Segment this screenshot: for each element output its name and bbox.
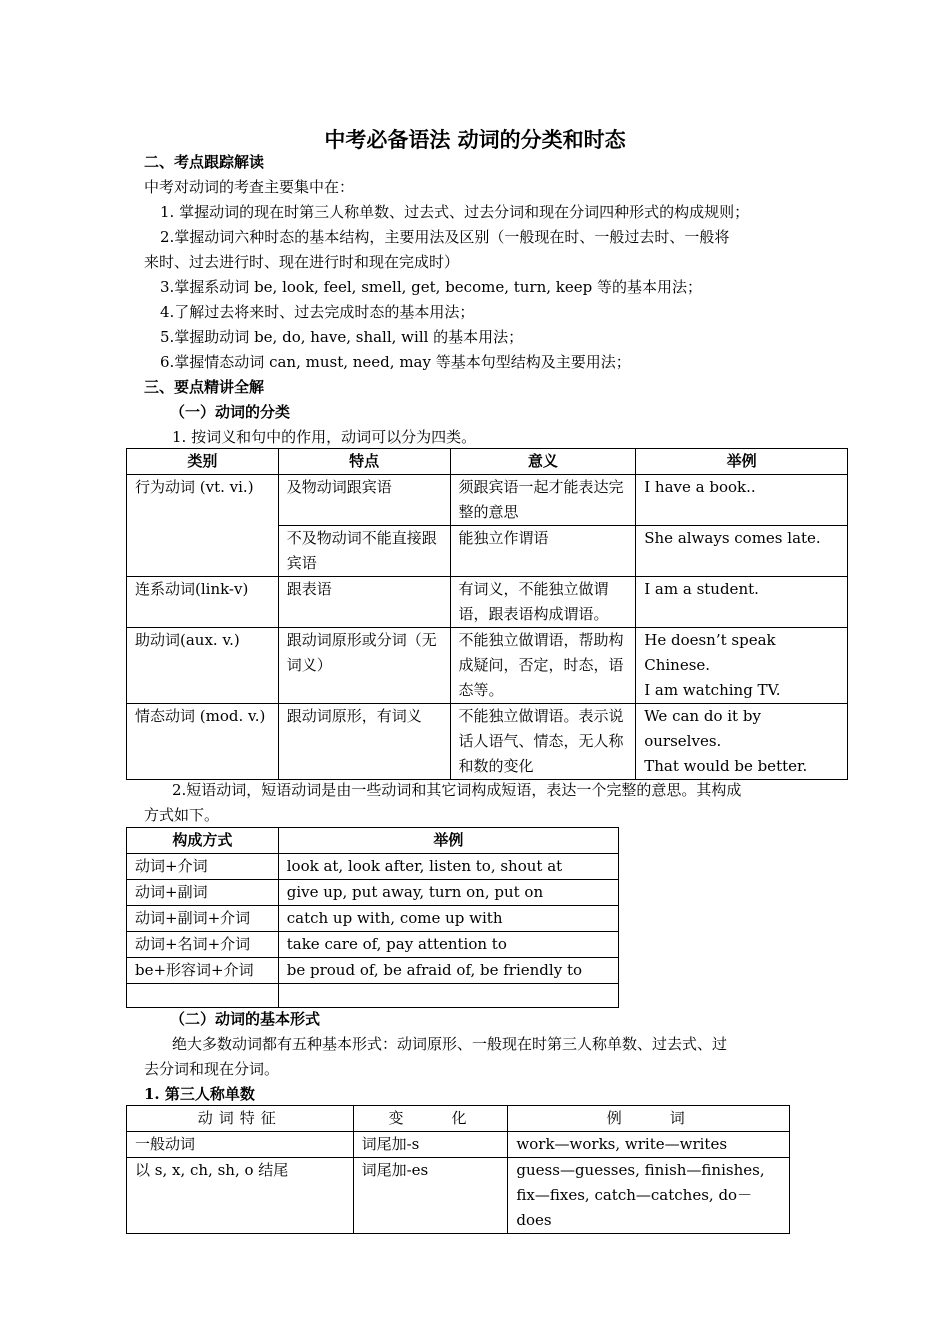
header-verb-feature: 动词特征 <box>127 1106 354 1132</box>
cell-example <box>636 628 848 704</box>
cell-meaning: 有词义，不能独立做谓语，跟表语构成谓语。 <box>450 577 636 628</box>
cell-change: 词尾加-es <box>353 1158 508 1234</box>
cell-meaning: 不能独立做谓语，帮助构成疑问，否定，时态，语态等。 <box>450 628 636 704</box>
section2-item-2: 2.掌握动词六种时态的基本结构，主要用法及区别（一般现在时、一般过去时、一般将 <box>160 228 730 246</box>
example-line: fix—fixes, catch—catches, do－does <box>516 1186 753 1229</box>
cell-feature: 跟动词原形或分词（无词义） <box>278 628 450 704</box>
cell-meaning: 不能独立做谓语。表示说话人语气、情态，无人称和数的变化 <box>450 704 636 780</box>
section2-item-2-cont: 来时、过去进行时、现在进行时和现在完成时） <box>144 253 460 271</box>
example-line: guess—guesses, finish—finishes, <box>516 1161 765 1179</box>
cell-meaning: 能独立作谓语 <box>450 526 636 577</box>
table-row <box>127 880 619 906</box>
cell-formation: 动词+副词 <box>127 880 279 906</box>
table-row <box>127 906 619 932</box>
subsection-third-person: 1. 第三人称单数 <box>144 1085 255 1103</box>
cell-example: take care of, pay attention to <box>278 932 618 958</box>
section2-intro: 中考对动词的考查主要集中在： <box>144 178 355 196</box>
header-change: 变 化 <box>353 1106 508 1132</box>
header-formation: 构成方式 <box>127 828 279 854</box>
header-example: 举例 <box>278 828 618 854</box>
cell-formation: 动词+名词+介词 <box>127 932 279 958</box>
cell-formation: 动词+介词 <box>127 854 279 880</box>
header-category: 类别 <box>127 449 279 475</box>
cell-feature: 跟动词原形，有词义 <box>278 704 450 780</box>
cell-example-words: work—works, write—writes <box>508 1132 790 1158</box>
cell-example <box>636 704 848 780</box>
cell-verb-feature: 一般动词 <box>127 1132 354 1158</box>
section2-heading: 二、考点跟踪解读 <box>144 153 265 171</box>
cell-example: give up, put away, turn on, put on <box>278 880 618 906</box>
cell-example: I have a book.. <box>636 475 848 526</box>
table-header-row <box>127 828 619 854</box>
cell-example: I am a student. <box>636 577 848 628</box>
cell-change: 词尾加-s <box>353 1132 508 1158</box>
cell-example: She always comes late. <box>636 526 848 577</box>
table-row <box>127 628 848 704</box>
cell-example-words <box>508 1158 790 1234</box>
cell-feature: 及物动词跟宾语 <box>278 475 450 526</box>
table-row <box>127 577 848 628</box>
table-row <box>127 704 848 780</box>
table-row <box>127 932 619 958</box>
subsection-verb-classes: （一）动词的分类 <box>170 403 291 421</box>
example-line: I am watching TV. <box>644 681 781 699</box>
example-line: That would be better. <box>644 757 808 775</box>
table-header-row <box>127 1106 790 1132</box>
cell-feature: 不及物动词不能直接跟宾语 <box>278 526 450 577</box>
phrasal-verb-table <box>126 827 619 1008</box>
cell-category: 情态动词 (mod. v.) <box>127 704 279 780</box>
verb-class-table <box>126 448 848 780</box>
cell-example: catch up with, come up with <box>278 906 618 932</box>
cell-formation <box>127 984 279 1008</box>
example-line: We can do it by ourselves. <box>644 707 761 750</box>
header-example-words: 例 词 <box>508 1106 790 1132</box>
cell-category: 连系动词(link-v) <box>127 577 279 628</box>
section2-item-3: 3.掌握系动词 be, look, feel, smell, get, become, turn, keep 等的基本用法； <box>160 278 703 296</box>
section2-item-4: 4.了解过去将来时、过去完成时态的基本用法； <box>160 303 475 321</box>
cell-formation: be+形容词+介词 <box>127 958 279 984</box>
cell-example: look at, look after, listen to, shout at <box>278 854 618 880</box>
cell-formation: 动词+副词+介词 <box>127 906 279 932</box>
table-row <box>127 984 619 1008</box>
cell-feature: 跟表语 <box>278 577 450 628</box>
table-row <box>127 1158 790 1234</box>
header-example: 举例 <box>636 449 848 475</box>
third-person-table <box>126 1105 790 1234</box>
cell-category: 助动词(aux. v.) <box>127 628 279 704</box>
cell-meaning: 须跟宾语一起才能表达完整的意思 <box>450 475 636 526</box>
cell-example <box>278 984 618 1008</box>
cell-example: be proud of, be afraid of, be friendly to <box>278 958 618 984</box>
table-header-row <box>127 449 848 475</box>
section2-item-5: 5.掌握助动词 be, do, have, shall, will 的基本用法； <box>160 328 524 346</box>
cell-category: 行为动词 (vt. vi.) <box>127 475 279 577</box>
section2-item-6: 6.掌握情态动词 can, must, need, may 等基本句型结构及主要用法； <box>160 353 631 371</box>
table-row <box>127 1132 790 1158</box>
paragraph-four-classes: 1. 按词义和句中的作用，动词可以分为四类。 <box>172 428 477 446</box>
header-feature: 特点 <box>278 449 450 475</box>
page-title: 中考必备语法 动词的分类和时态 <box>324 127 626 152</box>
table-row <box>127 475 848 526</box>
table-row <box>127 958 619 984</box>
paragraph-phrasal-verbs: 2.短语动词，短语动词是由一些动词和其它词构成短语，表达一个完整的意思。其构成 <box>172 781 742 799</box>
header-meaning: 意义 <box>450 449 636 475</box>
paragraph-five-forms: 绝大多数动词都有五种基本形式：动词原形、一般现在时第三人称单数、过去式、过 <box>172 1035 728 1053</box>
subsection-basic-forms: （二）动词的基本形式 <box>170 1010 321 1028</box>
paragraph-phrasal-verbs-cont: 方式如下。 <box>144 806 220 824</box>
example-line: He doesn’t speak Chinese. <box>644 631 776 674</box>
paragraph-five-forms-cont: 去分词和现在分词。 <box>144 1060 280 1078</box>
section3-heading: 三、要点精讲全解 <box>144 378 265 396</box>
cell-verb-feature: 以 s, x, ch, sh, o 结尾 <box>127 1158 354 1234</box>
section2-item-1: 1. 掌握动词的现在时第三人称单数、过去式、过去分词和现在分词四种形式的构成规则； <box>160 203 750 221</box>
table-row <box>127 854 619 880</box>
